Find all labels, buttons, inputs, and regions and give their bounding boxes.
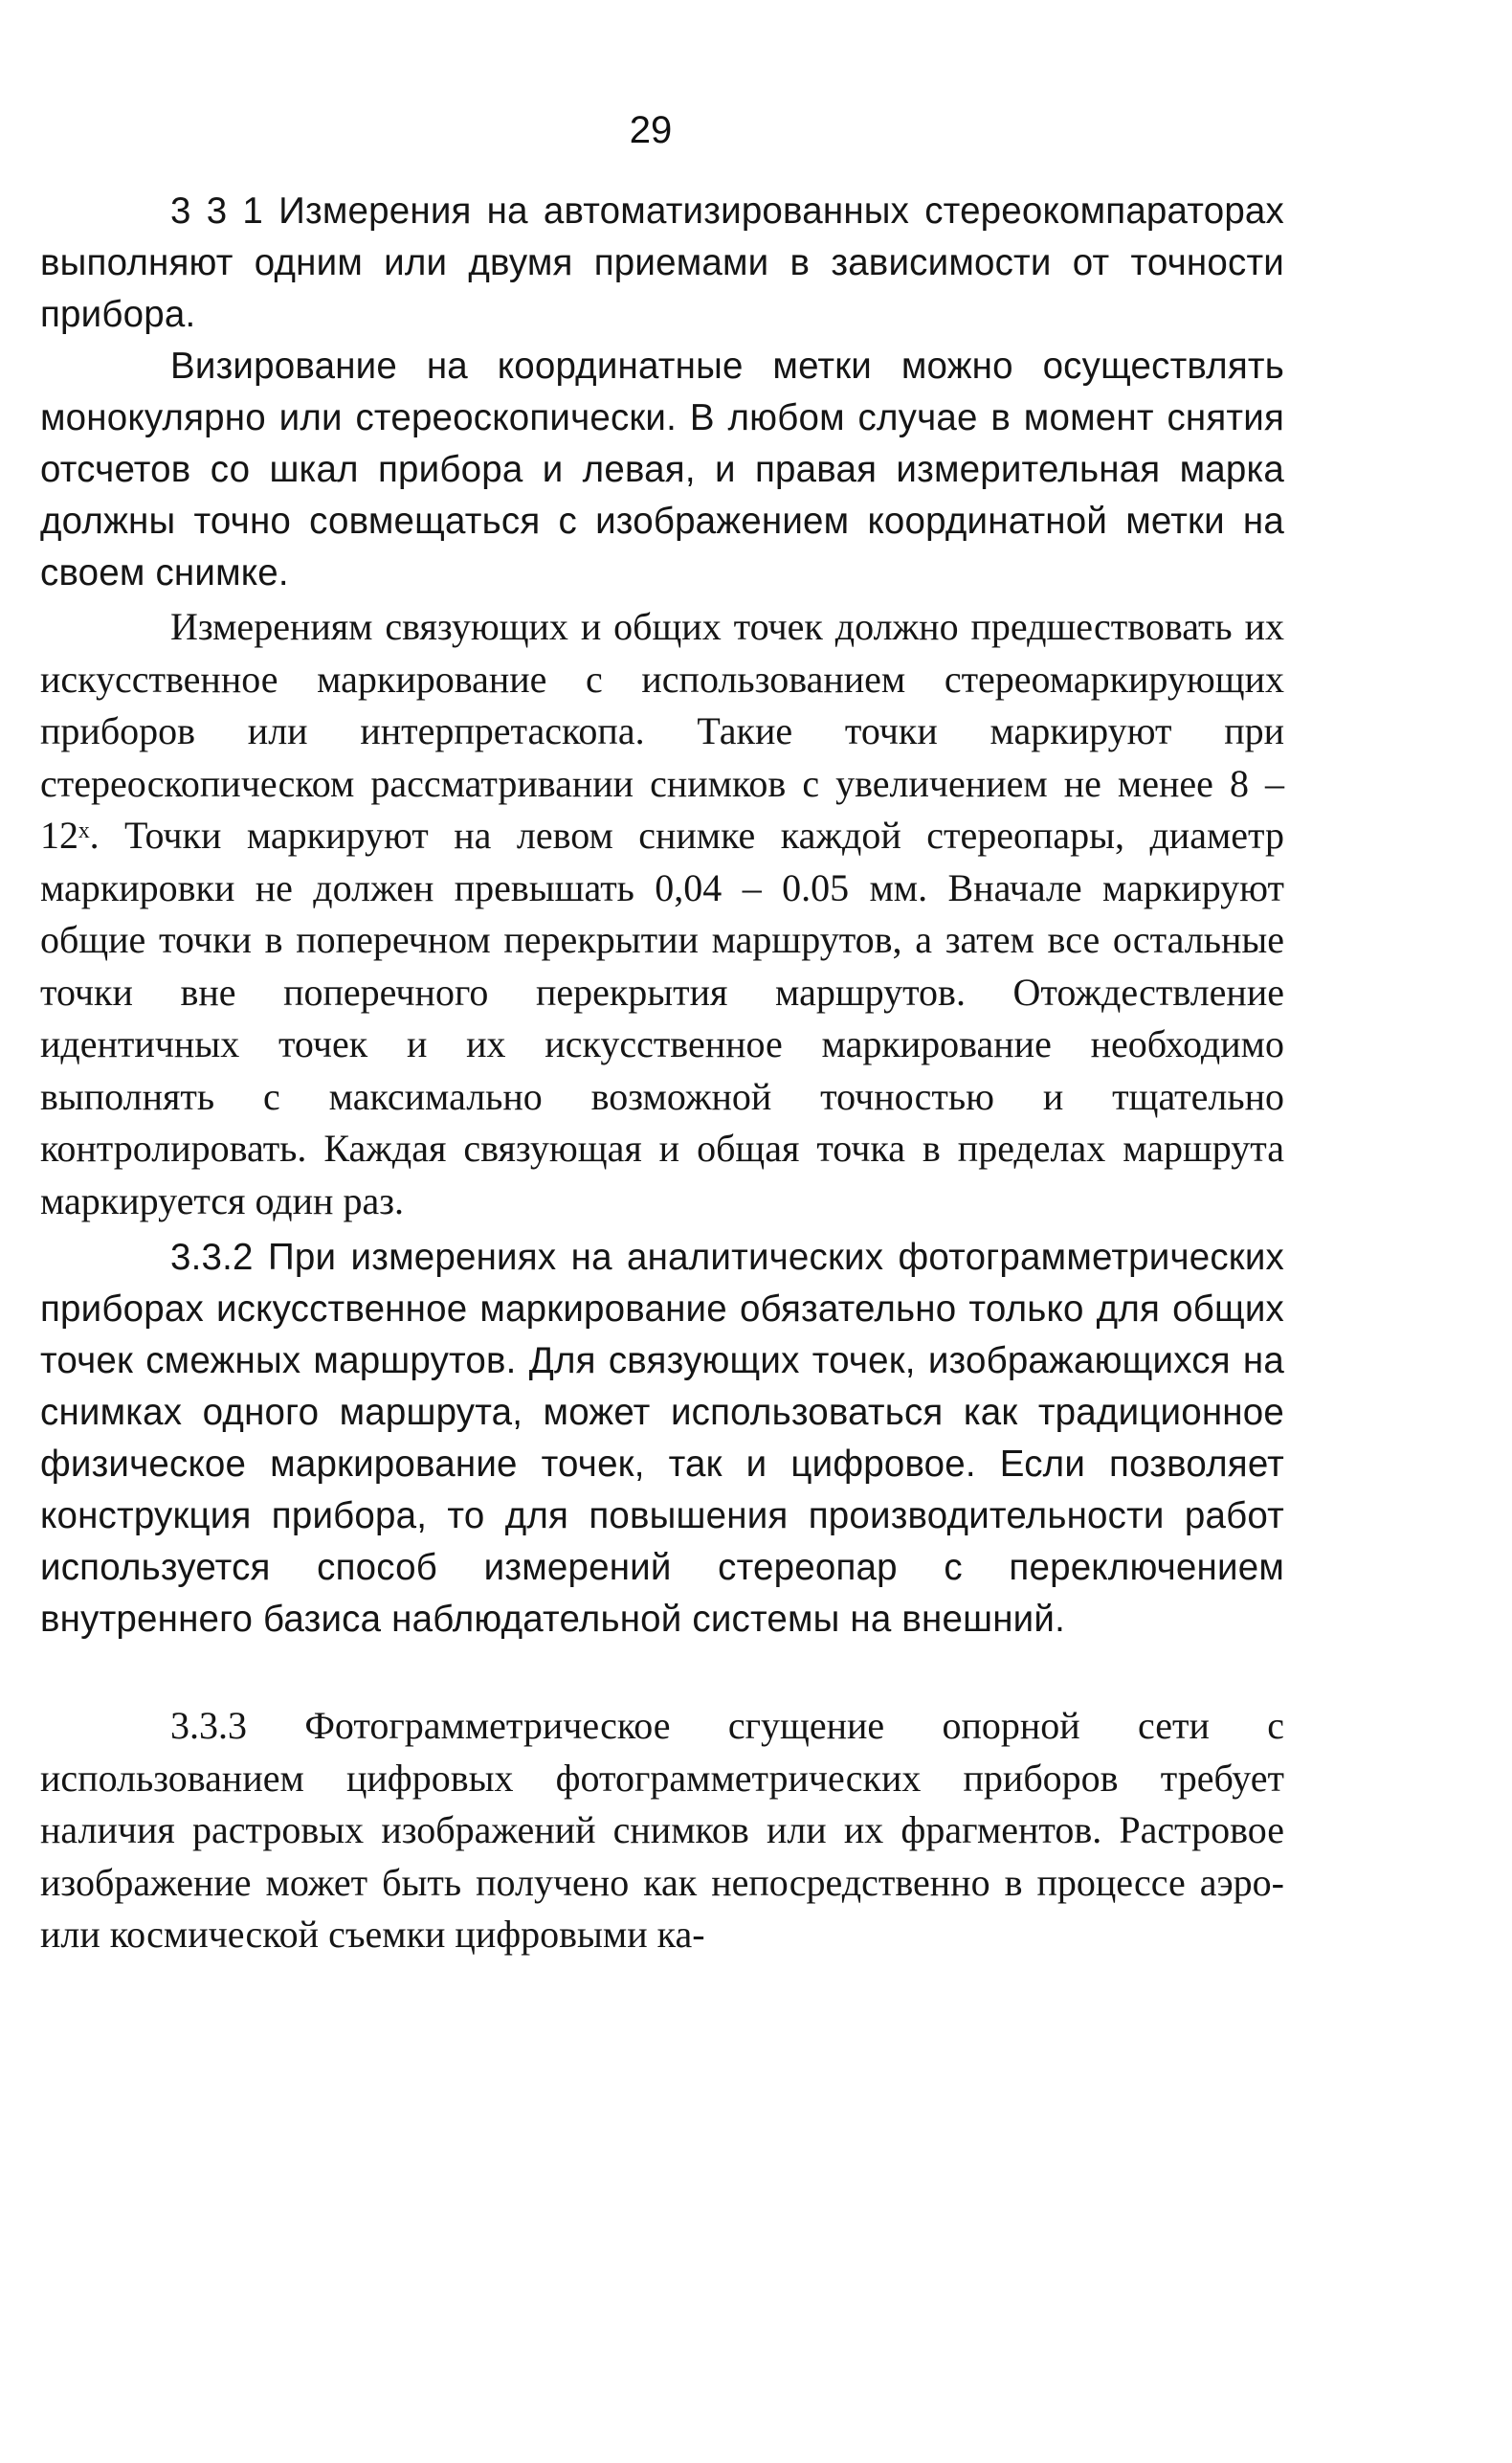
- page-number: 29: [629, 109, 673, 151]
- paragraph-vizirovanie-block: [40, 341, 1284, 599]
- paragraph-3-3-1-block: [40, 186, 1284, 341]
- paragraph-3-3-3-block: [40, 1700, 1284, 1961]
- paragraph-3-3-2: 3.3.2 При измерениях на аналитических фотограмметрических приборах искусственное маркирование обязательно только для общих точек смежных маршрутов. Для связующих точек, изображающихся на снимках одного маршрута, может использоваться как традиционное физическое маркирование точек, так и цифровое. Если позволяет конструкция прибора, то для повышения производительности работ используется способ измерений стереопар с переключением внутреннего базиса наблюдательной системы на внешний.: [40, 1237, 1284, 1640]
- paragraph-3-3-1: 3 3 1 Измерения на автоматизированных стереокомпараторах выполняют одним или двумя приемами в зависимости от точности прибора.: [40, 190, 1284, 335]
- paragraph-3-3-2-block: [40, 1232, 1284, 1646]
- paragraph-izmereniyam-block: [40, 601, 1284, 1227]
- paragraph-vizirovanie: Визирование на координатные метки можно осуществлять монокулярно или стереоскопически. В любом случае в момент снятия отсчетов со шкал прибора и левая, и правая измерительная марка должны точно совмещаться с изображением координатной метки на своем снимке.: [40, 346, 1284, 593]
- paragraph-3-3-3: 3.3.3 Фотограмметрическое сгущение опорной сети с использованием цифровых фотограмметрических приборов требует наличия растровых изображений снимков или их фрагментов. Растровое изображение может быть получено как непосредственно в процессе аэро- или космической съемки цифровыми ка-: [40, 1704, 1284, 1956]
- paragraph-izmereniyam: Измерениям связующих и общих точек должно предшествовать их искусственное маркирование с использованием стереомаркирующих приборов или интерпретаскопа. Такие точки маркируют при стереоскопическом рассматривании снимков с увеличением не менее 8 – 12ˣ. Точки маркируют на левом снимке каждой стереопары, диаметр маркировки не должен превышать 0,04 – 0.05 мм. Вначале маркируют общие точки в поперечном перекрытии маршрутов, а затем все остальные точки вне поперечного перекрытия маршрутов. Отождествление идентичных точек и их искусственное маркирование необходимо выполнять с максимально возможной точностью и тщательно контролировать. Каждая связующая и общая точка в пределах маршрута маркируется один раз.: [40, 605, 1284, 1222]
